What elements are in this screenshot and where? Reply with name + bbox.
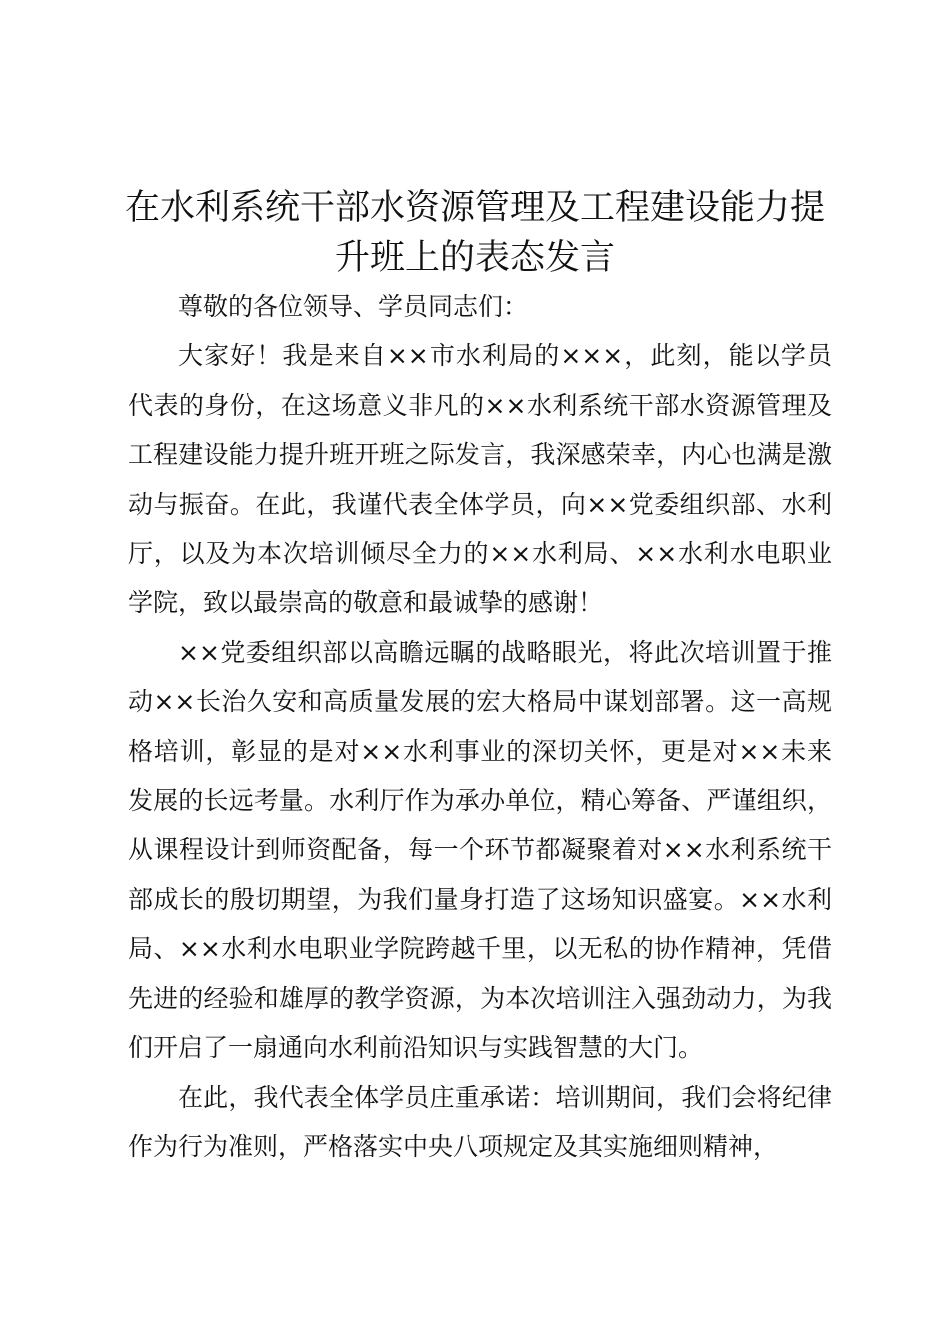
document-title: 在水利系统干部水资源管理及工程建设能力提升班上的表态发言 xyxy=(124,188,825,278)
document-body xyxy=(128,282,832,1171)
body-paragraph: 在此，我代表全体学员庄重承诺：培训期间，我们会将纪律作为行为准则，严格落实中央八项规定及其实施细则精神， xyxy=(128,1082,832,1161)
salutation-paragraph: 尊敬的各位领导、学员同志们： xyxy=(178,292,529,321)
body-paragraph: ××党委组织部以高瞻远瞩的战略眼光，将此次培训置于推动××长治久安和高质量发展的宏大格局中谋划部署。这一高规格培训，彰显的是对××水利事业的深切关怀，更是对××未来发展的长远考量。水利厅作为承办单位，精心筹备、严谨组织，从课程设计到师资配备，每一个环节都凝聚着对××水利系统干部成长的殷切期望，为我们量身打造了这场知识盛宴。××水利局、××水利水电职业学院跨越千里，以无私的协作精神，凭借先进的经验和雄厚的教学资源，为本次培训注入强劲动力，为我们开启了一扇通向水利前沿知识与实践智慧的大门。 xyxy=(128,637,832,1063)
body-paragraph: 大家好！我是来自××市水利局的×××，此刻，能以学员代表的身份，在这场意义非凡的××水利系统干部水资源管理及工程建设能力提升班开班之际发言，我深感荣幸，内心也满是激动与振奋。在此，我谨代表全体学员，向××党委组织部、水利厅，以及为本次培训倾尽全力的××水利局、××水利水电职业学院，致以最崇高的敬意和最诚挚的感谢！ xyxy=(128,341,832,618)
